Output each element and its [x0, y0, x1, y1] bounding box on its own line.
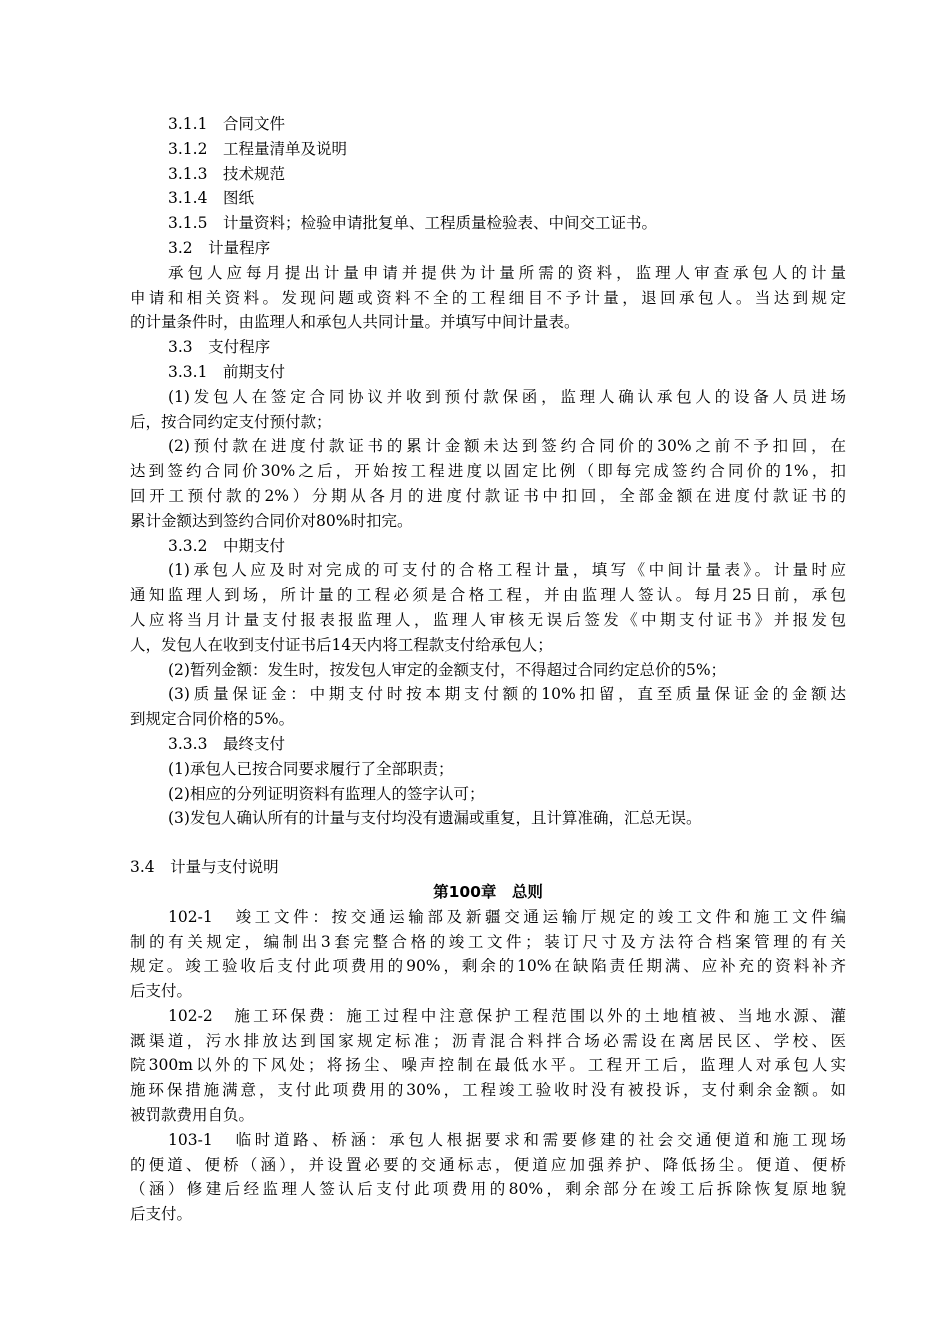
paragraph-line: 制的有关规定，编制出3套完整合格的竣工文件；装订尺寸及方法符合档案管理的有关 — [130, 932, 846, 951]
paragraph-line: 后支付。 — [130, 982, 193, 1001]
heading-3-3: 3.3 支付程序 — [168, 338, 271, 357]
blank-line — [130, 831, 846, 855]
paragraph-line: 到规定合同价格的5%。 — [130, 710, 295, 729]
paragraph-line: 后支付。 — [130, 1205, 193, 1224]
chapter-title: 第100章 总则 — [433, 882, 543, 901]
paragraph-line: (1)承包人已按合同要求履行了全部职责； — [168, 759, 454, 778]
item-3-1-3: 3.1.3 技术规范 — [168, 164, 285, 183]
paragraph-line: 通知监理人到场，所计量的工程必须是合格工程，并由监理人签认。每月25日前，承包 — [130, 586, 846, 605]
heading-3-3-1: 3.3.1 前期支付 — [168, 362, 285, 381]
paragraph-line: 的便道、便桥（涵），并设置必要的交通标志，便道应加强养护、降低扬尘。便道、便桥 — [130, 1155, 846, 1174]
heading-3-3-2: 3.3.2 中期支付 — [168, 536, 285, 555]
paragraph-line: (1)承包人应及时对完成的可支付的合格工程计量，填写《中间计量表》。计量时应 — [168, 561, 846, 580]
paragraph-line: 施环保措施满意，支付此项费用的30%，工程竣工验收时没有被投诉，支付剩余金额。如 — [130, 1081, 846, 1100]
item-3-1-2: 3.1.2 工程量清单及说明 — [168, 139, 347, 158]
paragraph-line: （涵）修建后经监理人签认后支付此项费用的80%，剩余部分在竣工后拆除恢复原地貌 — [130, 1180, 846, 1199]
paragraph-line: (3)质量保证金：中期支付时按本期支付额的10%扣留，直至质量保证金的金额达 — [168, 685, 846, 704]
paragraph-line: 溉渠道，污水排放达到国家规定标准；沥青混合料拌合场必需设在离居民区、学校、医 — [130, 1031, 846, 1050]
item-3-1-4: 3.1.4 图纸 — [168, 189, 254, 208]
paragraph-line: 103-1 临时道路、桥涵：承包人根据要求和需要修建的社会交通便道和施工现场 — [168, 1130, 846, 1149]
paragraph-line: (2)暂列金额：发生时，按发包人审定的金额支付，不得超过合同约定总价的5%； — [168, 660, 727, 679]
paragraph-line: 人，发包人在收到支付证书后14天内将工程款支付给承包人； — [130, 635, 553, 654]
paragraph-line: 的计量条件时，由监理人和承包人共同计量。并填写中间计量表。 — [130, 313, 580, 332]
heading-3-2: 3.2 计量程序 — [168, 238, 271, 257]
document-page — [130, 112, 846, 1227]
item-3-1-1: 3.1.1 合同文件 — [168, 115, 285, 133]
paragraph-line: 被罚款费用自负。 — [130, 1106, 255, 1125]
paragraph-line: 累计金额达到签约合同价对80%时扣完。 — [130, 511, 413, 530]
paragraph-line: (3)发包人确认所有的计量与支付均没有遗漏或重复，且计算准确，汇总无误。 — [168, 809, 702, 828]
paragraph-line: 院300m以外的下风处；将扬尘、噪声控制在最低水平。工程开工后，监理人对承包人实 — [130, 1056, 846, 1075]
heading-3-4: 3.4 计量与支付说明 — [130, 858, 279, 877]
paragraph-line: 回开工预付款的2%）分期从各月的进度付款证书中扣回，全部金额在进度付款证书的 — [130, 486, 846, 505]
paragraph-line: 规定。竣工验收后支付此项费用的90%，剩余的10%在缺陷责任期满、应补充的资料补齐 — [130, 957, 846, 976]
paragraph-line: 承包人应每月提出计量申请并提供为计量所需的资料，监理人审查承包人的计量 — [168, 263, 846, 282]
heading-3-3-3: 3.3.3 最终支付 — [168, 734, 285, 753]
paragraph-line: 102-2 施工环保费：施工过程中注意保护工程范围以外的土地植被、当地水源、灌 — [168, 1006, 846, 1025]
paragraph-line: 102-1 竣工文件：按交通运输部及新疆交通运输厅规定的竣工文件和施工文件编 — [168, 907, 846, 926]
paragraph-line: (1)发包人在签定合同协议并收到预付款保函，监理人确认承包人的设备人员进场 — [168, 387, 846, 406]
paragraph-line: 人应将当月计量支付报表报监理人，监理人审核无误后签发《中期支付证书》并报发包 — [130, 610, 846, 629]
item-3-1-5: 3.1.5 计量资料；检验申请批复单、工程质量检验表、中间交工证书。 — [168, 214, 657, 233]
paragraph-line: (2)相应的分列证明资料有监理人的签字认可； — [168, 784, 485, 803]
paragraph-line: (2)预付款在进度付款证书的累计金额未达到签约合同价的30%之前不予扣回，在 — [168, 437, 846, 456]
paragraph-line: 达到签约合同价30%之后，开始按工程进度以固定比例（即每完成签约合同价的1%，扣 — [130, 462, 846, 481]
paragraph-line: 后，按合同约定支付预付款； — [130, 412, 332, 431]
paragraph-line: 申请和相关资料。发现问题或资料不全的工程细目不予计量，退回承包人。当达到规定 — [130, 288, 846, 307]
